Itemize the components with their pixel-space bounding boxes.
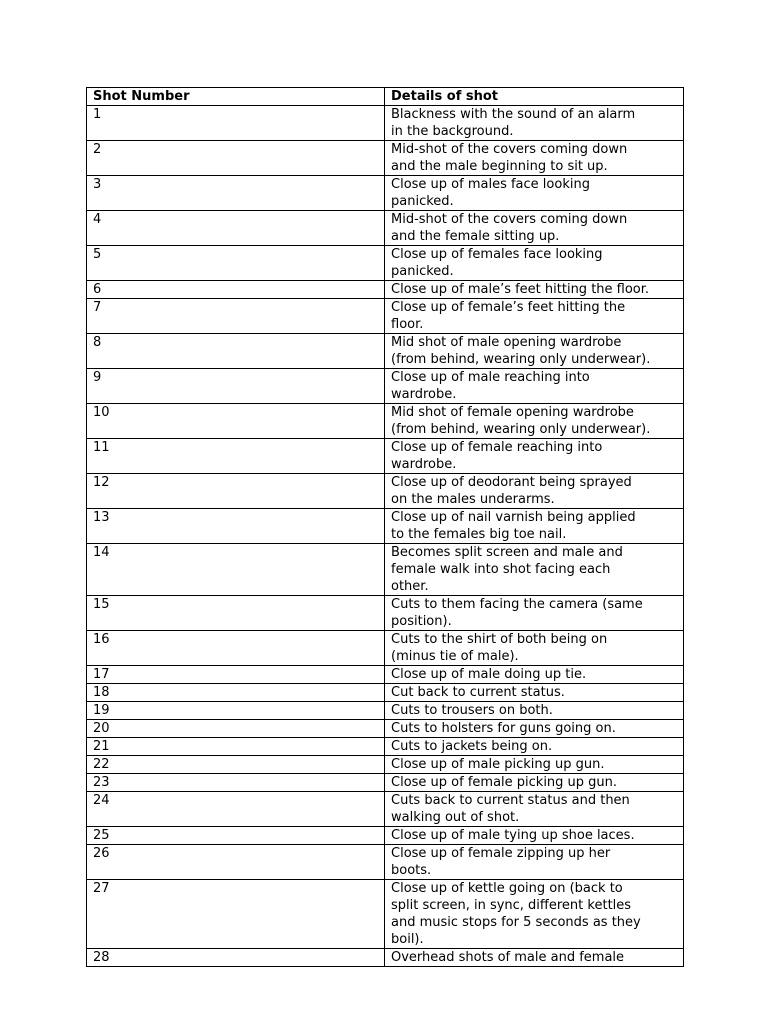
shot-details-cell: Close up of female zipping up her boots. [385,845,684,880]
shot-details-cell: Mid-shot of the covers coming down and the female sitting up. [385,211,684,246]
shot-details-cell: Mid shot of male opening wardrobe (from behind, wearing only underwear). [385,334,684,369]
table-row [87,666,684,684]
shot-number-cell: 3 [87,176,385,211]
shot-number-cell: 7 [87,299,385,334]
table-row [87,176,684,211]
table-row [87,774,684,792]
table-row [87,720,684,738]
shot-number-cell: 1 [87,106,385,141]
table-row [87,949,684,967]
shot-details-cell: Close up of males face looking panicked. [385,176,684,211]
shot-number-cell: 13 [87,509,385,544]
shot-number-cell: 9 [87,369,385,404]
shot-number-cell: 23 [87,774,385,792]
shot-details-cell: Blackness with the sound of an alarm in the background. [385,106,684,141]
shot-details-cell: Close up of nail varnish being applied to the females big toe nail. [385,509,684,544]
table-row [87,509,684,544]
table-row [87,880,684,949]
table-row [87,141,684,176]
table-row [87,702,684,720]
table-row [87,439,684,474]
shot-details-cell: Cuts to trousers on both. [385,702,684,720]
shot-details-cell: Cut back to current status. [385,684,684,702]
shot-number-cell: 2 [87,141,385,176]
shot-details-cell: Cuts to jackets being on. [385,738,684,756]
shot-details-cell: Cuts to holsters for guns going on. [385,720,684,738]
table-row [87,106,684,141]
table-row [87,474,684,509]
table-row [87,596,684,631]
table-row [87,404,684,439]
shot-number-cell: 5 [87,246,385,281]
shot-list-table [86,87,684,967]
shot-details-cell: Mid-shot of the covers coming down and the male beginning to sit up. [385,141,684,176]
shot-number-cell: 27 [87,880,385,949]
shot-number-cell: 25 [87,827,385,845]
shot-details-cell: Close up of male tying up shoe laces. [385,827,684,845]
shot-details-cell: Close up of male doing up tie. [385,666,684,684]
table-row [87,631,684,666]
shot-number-cell: 6 [87,281,385,299]
shot-details-cell: Close up of kettle going on (back to split screen, in sync, different kettles and music stops for 5 seconds as they boil). [385,880,684,949]
shot-number-cell: 10 [87,404,385,439]
shot-number-cell: 14 [87,544,385,596]
shot-details-cell: Cuts to the shirt of both being on (minus tie of male). [385,631,684,666]
shot-number-cell: 4 [87,211,385,246]
table-row [87,211,684,246]
shot-details-cell: Becomes split screen and male and female walk into shot facing each other. [385,544,684,596]
shot-details-cell: Close up of females face looking panicked. [385,246,684,281]
shot-number-cell: 16 [87,631,385,666]
column-header-shot-number: Shot Number [87,88,385,106]
shot-details-cell: Close up of male picking up gun. [385,756,684,774]
shot-details-cell: Close up of female picking up gun. [385,774,684,792]
table-row [87,738,684,756]
shot-details-cell: Close up of deodorant being sprayed on the males underarms. [385,474,684,509]
shot-number-cell: 17 [87,666,385,684]
table-row [87,756,684,774]
shot-number-cell: 22 [87,756,385,774]
shot-details-cell: Mid shot of female opening wardrobe (from behind, wearing only underwear). [385,404,684,439]
table-row [87,845,684,880]
table-body [87,106,684,967]
table-row [87,684,684,702]
shot-number-cell: 18 [87,684,385,702]
shot-details-cell: Overhead shots of male and female [385,949,684,967]
table-row [87,792,684,827]
shot-details-cell: Close up of male’s feet hitting the floor. [385,281,684,299]
shot-details-cell: Cuts back to current status and then walking out of shot. [385,792,684,827]
table-row [87,544,684,596]
table-row [87,369,684,404]
shot-number-cell: 19 [87,702,385,720]
shot-number-cell: 21 [87,738,385,756]
shot-number-cell: 8 [87,334,385,369]
shot-number-cell: 28 [87,949,385,967]
shot-details-cell: Cuts to them facing the camera (same position). [385,596,684,631]
table-row [87,334,684,369]
shot-number-cell: 26 [87,845,385,880]
table-row [87,246,684,281]
shot-details-cell: Close up of female’s feet hitting the floor. [385,299,684,334]
table-row [87,281,684,299]
shot-number-cell: 15 [87,596,385,631]
table-row [87,299,684,334]
shot-details-cell: Close up of male reaching into wardrobe. [385,369,684,404]
table-header-row [87,88,684,106]
shot-number-cell: 12 [87,474,385,509]
shot-details-cell: Close up of female reaching into wardrobe. [385,439,684,474]
column-header-details: Details of shot [385,88,684,106]
table-row [87,827,684,845]
shot-number-cell: 20 [87,720,385,738]
shot-number-cell: 11 [87,439,385,474]
shot-number-cell: 24 [87,792,385,827]
